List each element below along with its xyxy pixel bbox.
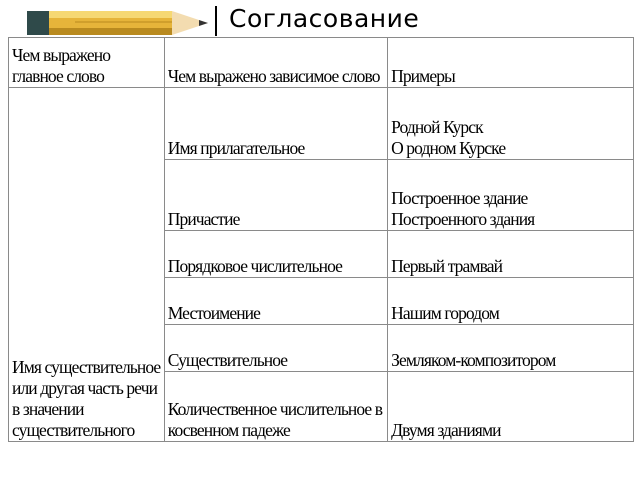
- dependent-cell: [164, 325, 387, 372]
- dependent-label: Количественное числительное в косвенном падеже: [167, 399, 383, 440]
- header-examples: [388, 38, 634, 88]
- dependent-label: Имя прилагательное: [167, 138, 305, 158]
- table-row: [9, 88, 634, 160]
- example-cell: [388, 231, 634, 278]
- slide-header: [0, 0, 640, 40]
- example-text: Нашим городом: [391, 303, 499, 323]
- agreement-table: [8, 37, 634, 442]
- header-divider: [215, 6, 217, 36]
- example-cell: [388, 372, 634, 442]
- example-text: О родном Курске: [391, 138, 506, 158]
- example-cell: [388, 278, 634, 325]
- example-text: Двумя зданиями: [391, 420, 501, 440]
- header-examples-label: Примеры: [391, 66, 455, 86]
- table-header-row: [9, 38, 634, 88]
- dependent-label: Местоимение: [167, 303, 261, 323]
- example-text: Первый трамвай: [391, 256, 503, 276]
- pencil-icon: [27, 8, 217, 38]
- header-main-word: [9, 38, 165, 88]
- dependent-label: Причастие: [167, 209, 240, 229]
- dependent-cell: [164, 88, 387, 160]
- dependent-label: Порядковое числительное: [167, 256, 342, 276]
- dependent-cell: [164, 231, 387, 278]
- header-main-word-label: Чем выражено главное слово: [12, 45, 111, 86]
- header-dependent-word-label: Чем выражено зависимое слово: [167, 66, 380, 86]
- main-word-cell: [9, 88, 165, 442]
- example-cell: [388, 88, 634, 160]
- dependent-cell: [164, 372, 387, 442]
- example-text: Построенное здание: [391, 188, 528, 208]
- dependent-label: Существительное: [167, 350, 288, 370]
- header-dependent-word: [164, 38, 387, 88]
- example-cell: [388, 160, 634, 231]
- example-text: Земляком-композитором: [391, 350, 556, 370]
- example-text: Родной Курск: [391, 117, 483, 137]
- dependent-cell: [164, 160, 387, 231]
- example-cell: [388, 325, 634, 372]
- page-title: Согласование: [229, 4, 420, 33]
- dependent-cell: [164, 278, 387, 325]
- main-word-value: Имя существительное или другая часть речи в значении существительного: [12, 357, 161, 440]
- example-text: Построенного здания: [391, 209, 535, 229]
